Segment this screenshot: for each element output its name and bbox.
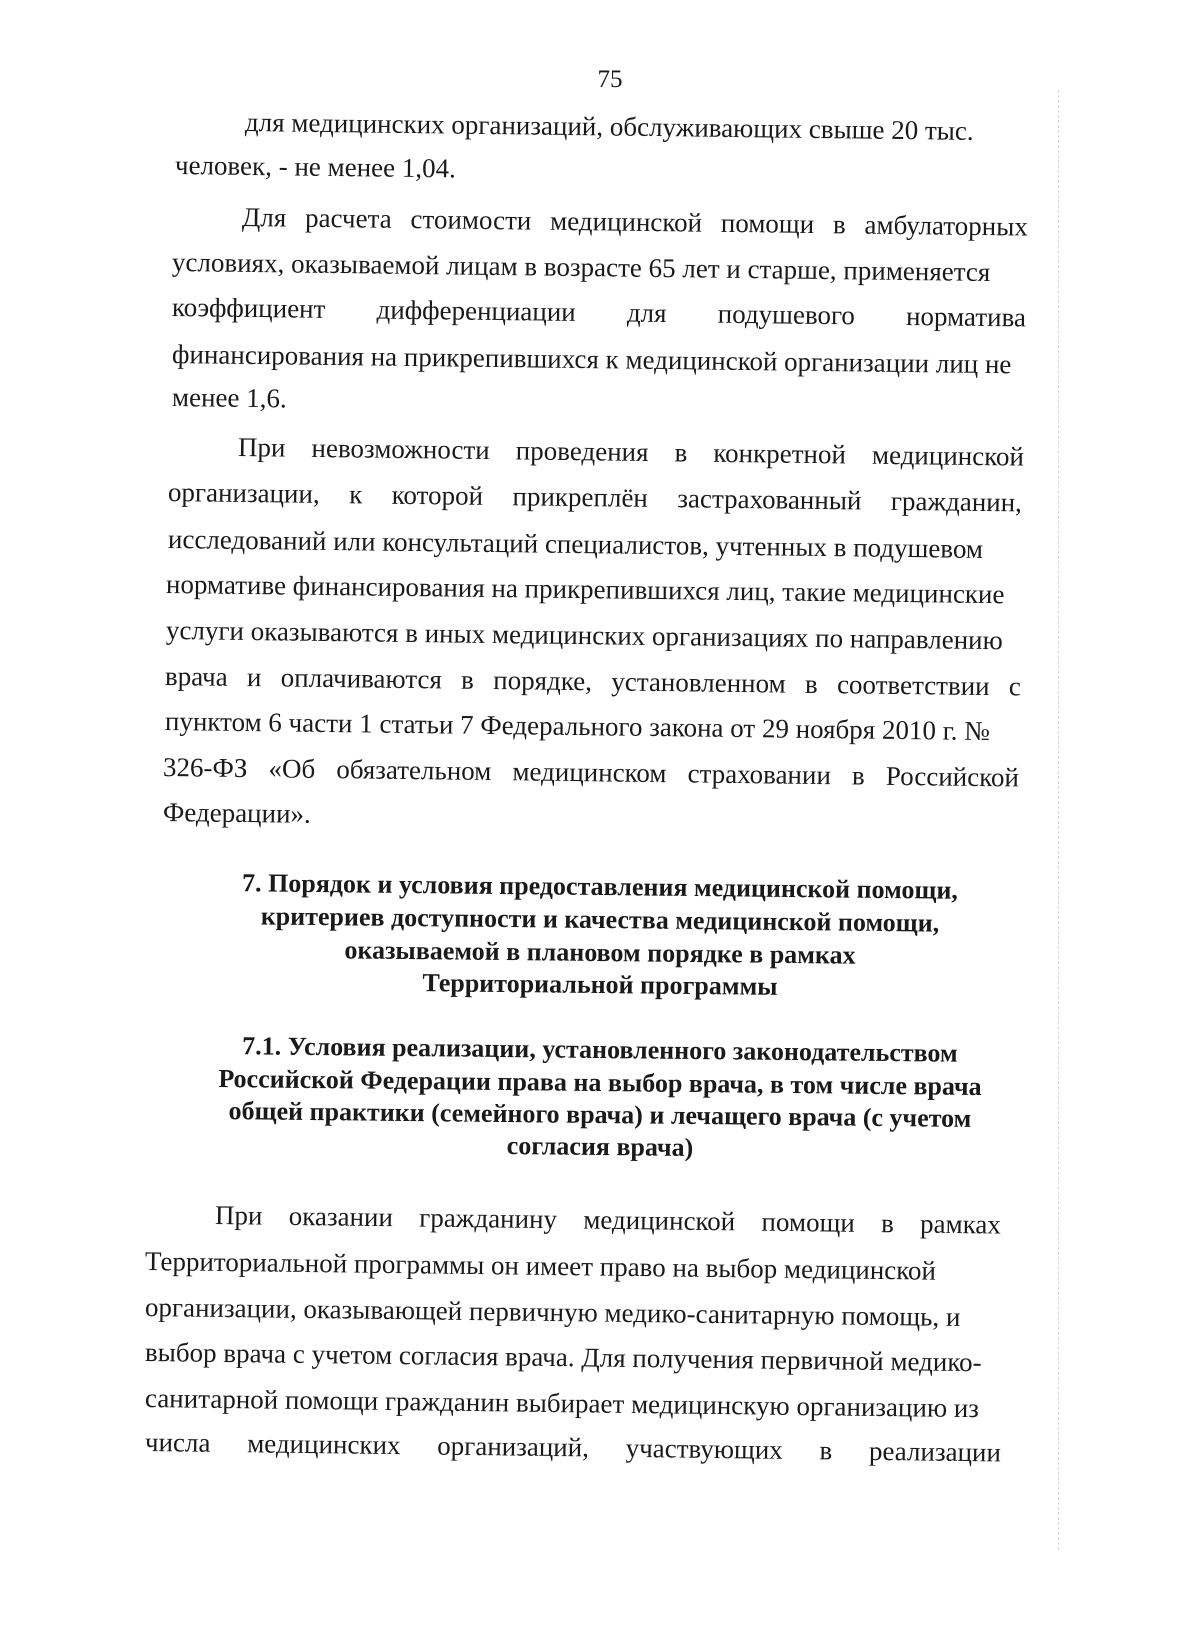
word: медицинской: [871, 439, 1025, 472]
word: реализации: [868, 1435, 1002, 1468]
word: При: [214, 1200, 263, 1231]
word: исследований или консультаций специалистов, учтенных в подушевом: [167, 524, 984, 564]
word: конкретной: [713, 437, 847, 470]
word: дифференциации: [376, 294, 576, 327]
word: стоимости: [410, 204, 532, 236]
word: организации,: [167, 477, 320, 509]
text-line: [242, 200, 1028, 244]
scan-edge-divider: [1058, 90, 1059, 1550]
word: в: [674, 437, 688, 468]
word: обязательном: [336, 754, 492, 787]
word: застрахованный: [677, 483, 862, 516]
word: невозможности: [311, 432, 490, 466]
text-line: [163, 795, 363, 831]
word: в: [880, 1208, 895, 1239]
word: оплачиваются: [280, 662, 443, 695]
word: коэффициент: [171, 292, 326, 324]
text-line: [245, 105, 1030, 149]
word: финансирования на прикрепившихся к медицинской организации лиц не: [171, 339, 1012, 380]
page-number: 75: [597, 66, 623, 93]
word: нормативе финансирования на прикрепившихся лиц, такие медицинские: [165, 569, 1005, 610]
subsection-heading-line: Российской Федерации права на выбор врача, в том числе врача: [218, 1064, 982, 1101]
word: с: [1008, 671, 1022, 702]
subsection-heading-line: согласия врача): [506, 1131, 694, 1162]
word: которой: [391, 479, 484, 511]
word: При: [237, 432, 286, 463]
word: медицинской: [583, 1204, 736, 1237]
subsection-heading-line: общей практики (семейного врача) и лечащего врача (с учетом: [228, 1096, 972, 1133]
subsection-heading-line: 7.1. Условия реализации, установленного законодательством: [242, 1031, 958, 1068]
text-line: [168, 475, 1022, 519]
text-line: [166, 567, 1020, 611]
word: расчета: [304, 202, 392, 234]
word: гражданин,: [890, 485, 1023, 518]
word: медицинских: [247, 1428, 401, 1461]
text-line: [172, 337, 1026, 381]
word: человек, - не менее 1,04.: [174, 150, 457, 184]
section-heading-line: оказываемой в плановом порядке в рамках: [344, 935, 856, 970]
word: к: [348, 479, 363, 510]
section-heading-line: критериев доступности и качества медицинской помощи,: [260, 901, 940, 938]
text-line: [145, 1381, 1001, 1425]
text-line: [145, 1290, 1001, 1334]
text-line: [145, 1335, 1001, 1379]
text-line: [172, 380, 372, 416]
text-line: [168, 522, 1022, 566]
text-line: [165, 659, 1021, 703]
word: установленном: [611, 666, 786, 699]
word: соответствии: [836, 669, 990, 702]
section-heading-line: Территориальной программы: [422, 968, 778, 1001]
section-heading-line: 7. Порядок и условия предоставления медицинской помощи,: [241, 868, 959, 905]
word: помощи: [761, 1206, 855, 1238]
word: Российской: [885, 760, 1020, 793]
word: в: [819, 1435, 833, 1466]
text-line: [145, 1244, 1001, 1288]
word: врача: [164, 661, 228, 692]
text-line: [172, 245, 1028, 289]
word: страховании: [687, 758, 832, 791]
word: в: [804, 668, 818, 699]
word: 326-ФЗ: [162, 752, 248, 784]
word: участвующих: [625, 1432, 783, 1465]
word: услуги оказываются в иных медицинских организациях по направлению: [165, 615, 1003, 656]
word: гражданину: [419, 1202, 558, 1235]
word: проведения: [515, 435, 649, 468]
word: медицинском: [512, 756, 667, 789]
word: организации, оказывающей первичную медико-санитарную помощь, и: [144, 1292, 961, 1332]
word: в: [460, 664, 475, 695]
word: условиях, оказываемой лицам в возрасте 65 лет и старше, применяется: [171, 247, 991, 287]
word: Территориальной программы он имеет право на выбор медицинской: [144, 1246, 937, 1286]
word: менее 1,6.: [171, 382, 287, 414]
word: числа: [144, 1427, 211, 1458]
word: в: [851, 760, 865, 791]
text-line: [165, 704, 1021, 748]
word: прикреплён: [512, 481, 649, 513]
word: рамках: [919, 1208, 1002, 1240]
word: пунктом 6 части 1 статьи 7 Федерального закона от 29 ноября 2010 г. №: [164, 706, 991, 747]
word: для медицинских организаций, обслуживающих свыше 20 тыс.: [244, 107, 974, 146]
word: помощи: [720, 207, 815, 239]
word: подушевого: [717, 298, 856, 331]
word: норматива: [905, 300, 1027, 333]
word: организаций,: [437, 1430, 590, 1463]
text-line: [172, 290, 1026, 334]
word: оказании: [288, 1200, 394, 1233]
word: Федерации».: [162, 797, 311, 829]
word: санитарной помощи гражданин выбирает медицинскую организацию из: [144, 1383, 980, 1424]
word: «Об: [268, 753, 316, 784]
word: и: [246, 662, 262, 693]
word: для: [626, 297, 667, 329]
word: Для: [241, 202, 287, 233]
text-line: [145, 1425, 1001, 1469]
text-line: [175, 148, 575, 187]
word: медицинской: [549, 205, 703, 238]
text-line: [163, 750, 1019, 794]
text-line: [166, 613, 1020, 657]
text-line: [238, 430, 1024, 474]
word: амбулаторных: [864, 209, 1029, 242]
word: выбор врача с учетом согласия врача. Для получения первичной медико-: [144, 1337, 982, 1378]
word: в: [832, 209, 846, 240]
word: порядке,: [493, 665, 593, 697]
text-line: [215, 1198, 1001, 1242]
